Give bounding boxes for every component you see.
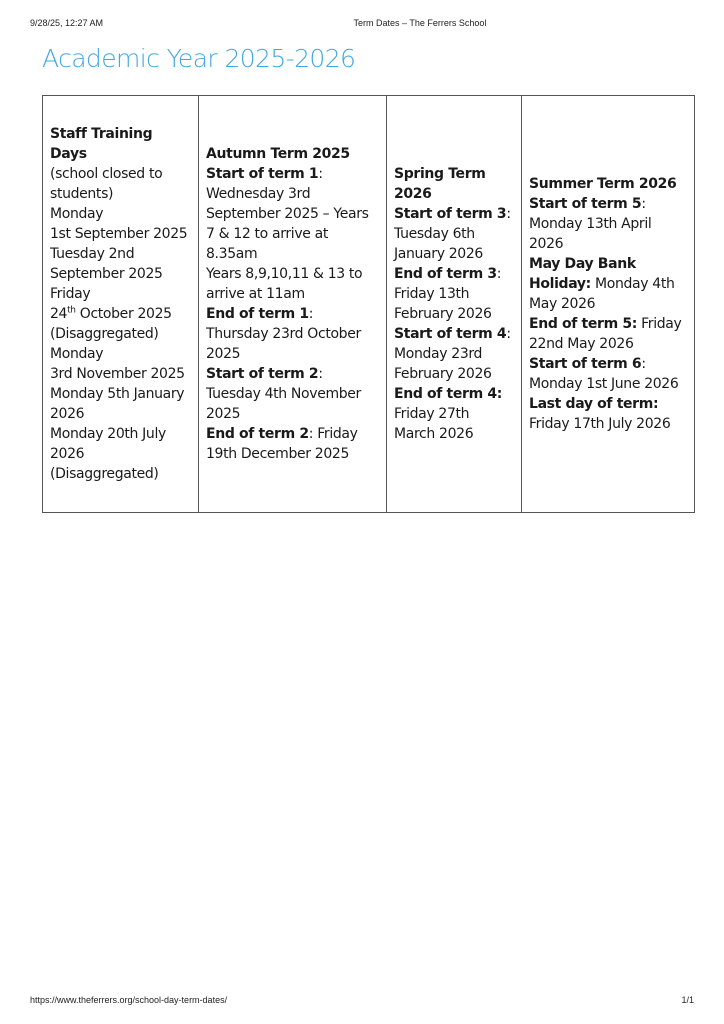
training-day: Tuesday 2nd September 2025 [50,246,163,282]
term-entry [394,384,514,444]
print-page-title: Term Dates – The Ferrers School [353,18,487,28]
spring-term-heading: Spring Term 2026 [394,166,486,202]
table-row [43,96,695,513]
print-datetime: 9/28/25, 12:27 AM [30,18,104,28]
term-entry-sep: : [318,166,323,182]
term-entry-label: Start of term 2 [206,366,319,382]
term-entry-sep: : [308,306,314,322]
summer-term-cell [522,96,695,513]
print-header [0,18,724,32]
term-entry-value: Monday 4th May 2026 [529,276,675,312]
page-title: Academic Year 2025-2026 [42,44,356,73]
term-entry-value: Friday 22nd May 2026 [529,316,682,352]
training-day-with-ordinal [50,304,191,324]
day-number: 24 [50,306,68,322]
term-entry-value: Tuesday 4th November 2025 [206,386,361,422]
term-entry-label: Start of term 4 [394,326,507,342]
term-entry [529,314,687,354]
term-entry [529,354,687,394]
term-entry-sep: : [308,426,314,442]
term-entry-value: Tuesday 6th January 2026 [394,226,483,262]
training-day-note: (Disaggregated) [50,326,159,342]
term-entry-value: Friday 27th March 2026 [394,406,474,442]
term-entry-label: End of term 1 [206,306,309,322]
training-day: Friday [50,286,91,302]
staff-training-heading: Staff Training Days [50,126,153,162]
term-entry [394,264,514,324]
training-day: Monday [50,346,104,362]
training-day: Monday 5th January 2026 [50,386,185,422]
spring-term-cell [387,96,522,513]
term-entry-sep: : [641,356,646,372]
term-entry [206,364,379,424]
training-day: 1st September 2025 [50,226,188,242]
term-entry-label: Start of term 5 [529,196,642,212]
term-entry-value: Friday 19th December 2025 [206,426,358,462]
term-entry [529,254,687,314]
training-day: 3rd November 2025 [50,366,185,382]
staff-training-subheading: (school closed to students) [50,166,163,202]
term-entry [394,324,514,384]
term-entry-value: Monday 23rd February 2026 [394,346,492,382]
staff-training-days-cell [43,96,199,513]
term-entry-value: Friday 13th February 2026 [394,286,492,322]
term-entry-label: End of term 2 [206,426,309,442]
term-entry-label: Start of term 3 [394,206,507,222]
term-entry-sep: : [318,366,323,382]
training-day-note: (Disaggregated) [50,466,159,482]
term-entry-sep: : [506,206,511,222]
training-day: Monday [50,206,104,222]
term-entry-label: Start of term 6 [529,356,642,372]
term-entry-label: May Day Bank Holiday: [529,256,636,292]
term-entry-extra: Years 8,9,10,11 & 13 to arrive at 11am [206,266,363,302]
term-entry-sep: : [641,196,646,212]
print-url: https://www.theferrers.org/school-day-term-dates/ [30,995,228,1005]
term-entry-label: Start of term 1 [206,166,319,182]
term-entry-value: Monday 1st June 2026 [529,376,679,392]
term-entry-label: Last day of term: [529,396,659,412]
print-page-count: 1/1 [681,995,694,1005]
term-entry-value: Monday 13th April 2026 [529,216,652,252]
term-entry-label: End of term 5: [529,316,638,332]
term-entry-value: Thursday 23rd October 2025 [206,326,361,362]
autumn-term-heading: Autumn Term 2025 [206,146,350,162]
term-entry-sep: : [506,326,511,342]
autumn-term-cell [199,96,387,513]
term-entry [206,304,379,364]
term-entry [529,194,687,254]
term-entry-value: Wednesday 3rd September 2025 – Years 7 & 12 to arrive at 8.35am [206,186,369,262]
term-entry-label: End of term 4: [394,386,503,402]
ordinal-suffix: th [67,305,76,316]
month-year: October 2025 [75,306,172,322]
training-day: Monday 20th July 2026 [50,426,166,462]
term-entry-value: Friday 17th July 2026 [529,416,671,432]
term-entry [394,204,514,264]
term-entry [529,394,687,434]
summer-term-heading: Summer Term 2026 [529,176,677,192]
term-entry-label: End of term 3 [394,266,497,282]
term-entry-sep: : [496,266,502,282]
term-entry [206,164,379,264]
term-dates-table [42,95,695,513]
print-footer [0,995,724,1009]
term-entry [206,424,379,464]
